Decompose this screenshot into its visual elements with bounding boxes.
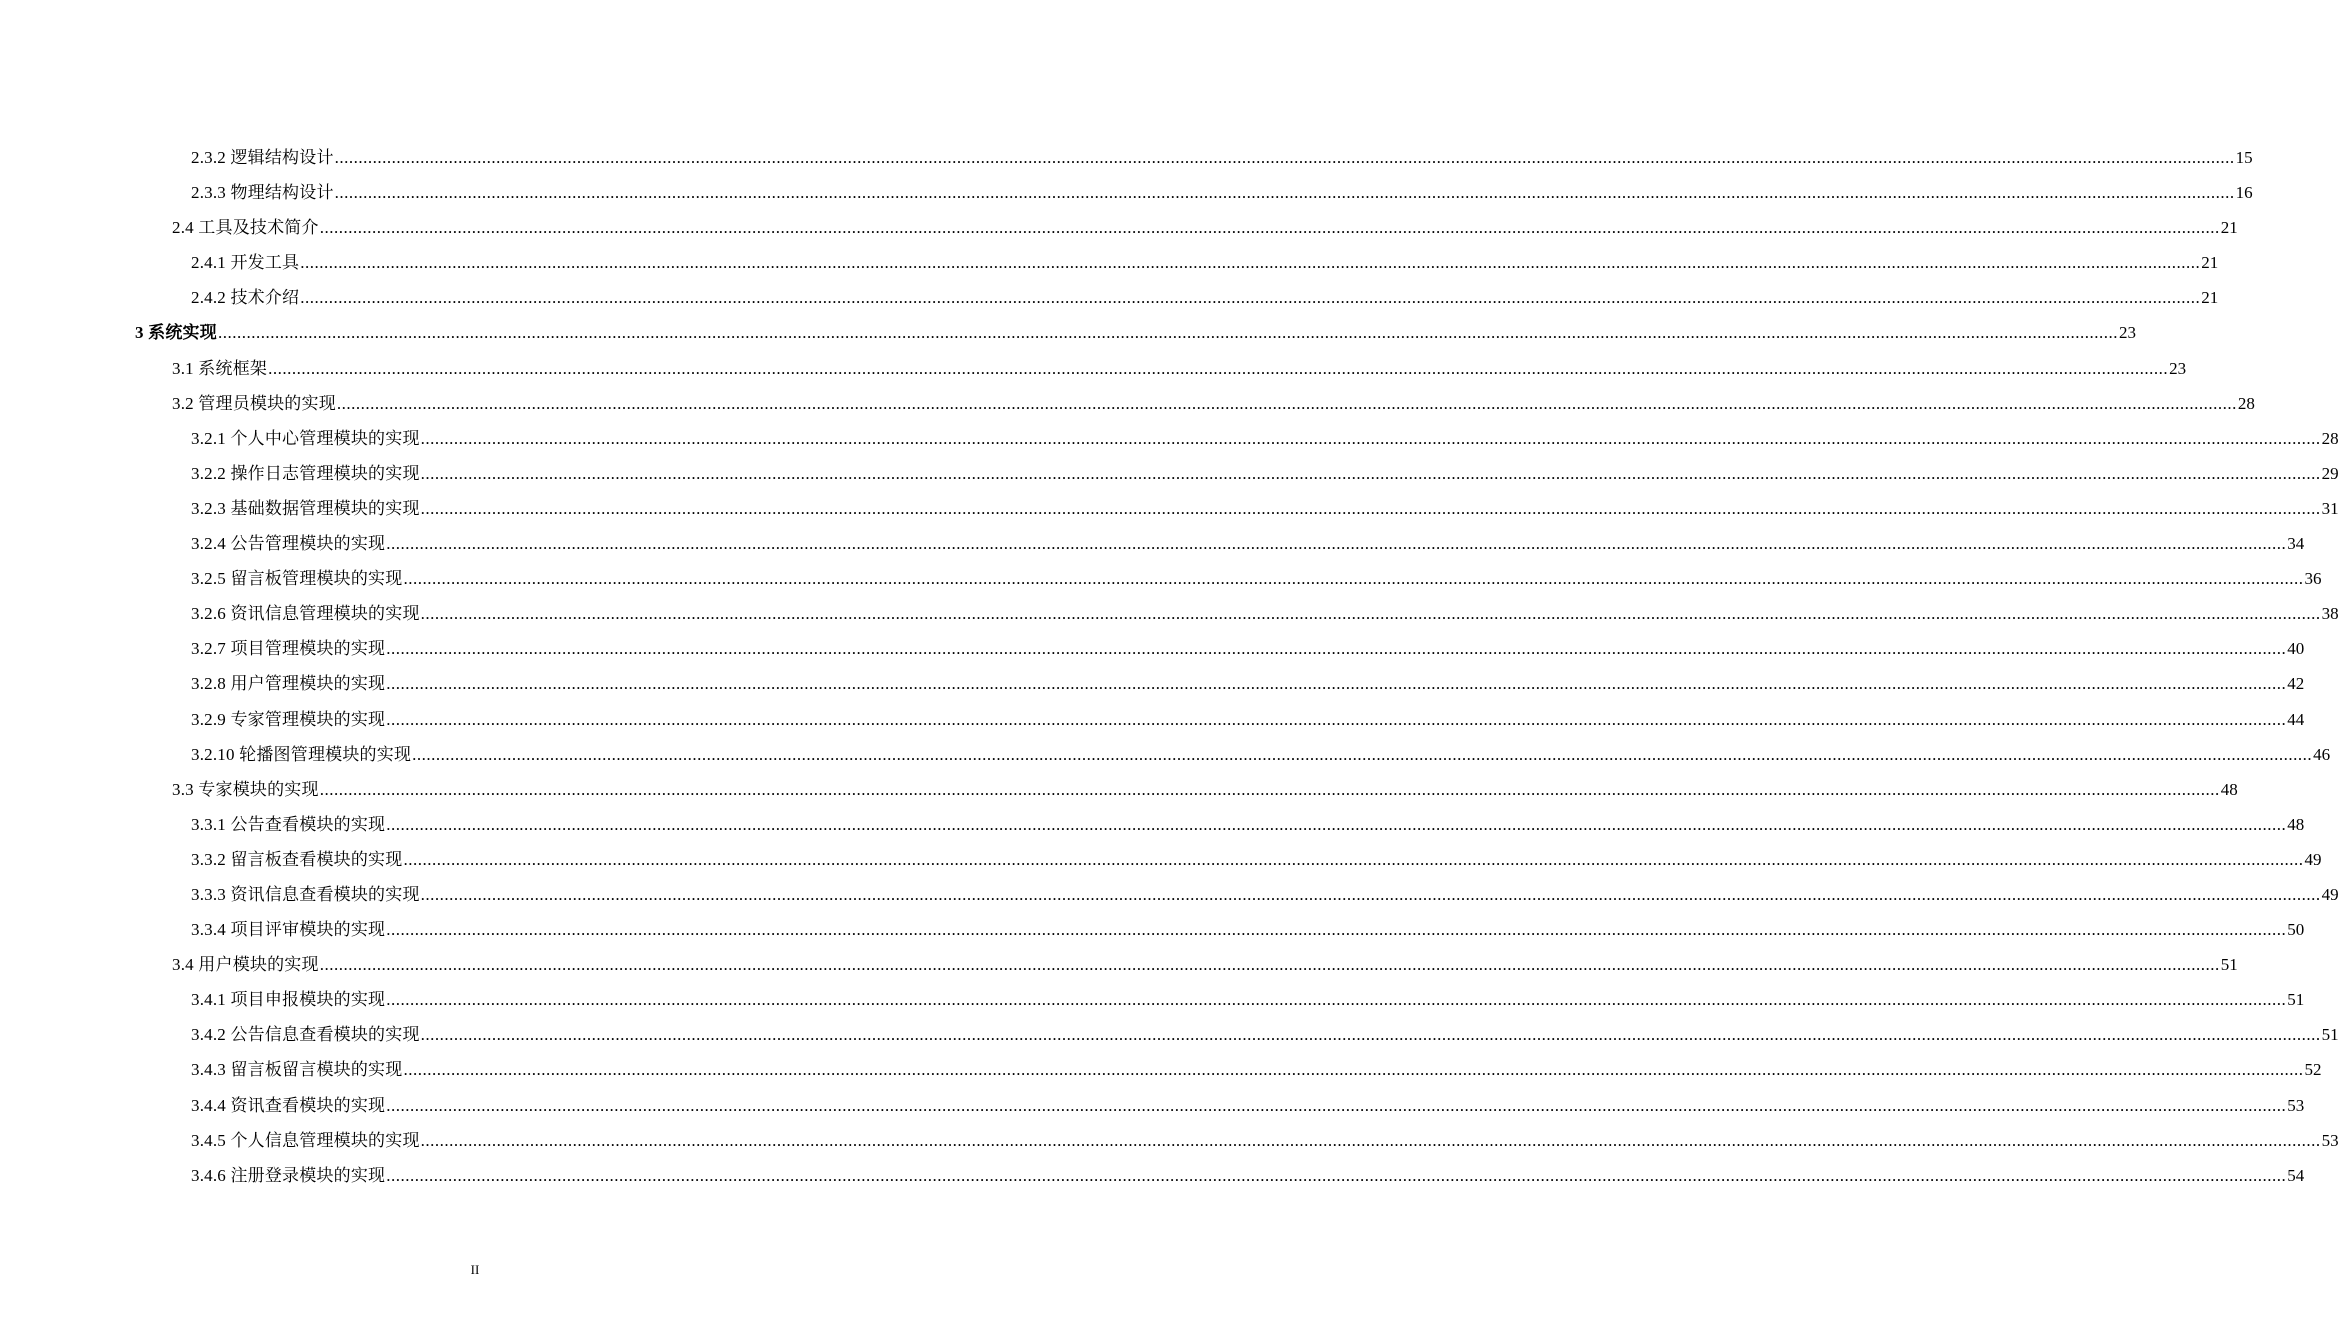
- toc-entry[interactable]: [0, 491, 2339, 526]
- toc-entry[interactable]: [0, 1123, 2339, 1158]
- toc-entry-title: 3.3 专家模块的实现: [172, 779, 319, 799]
- toc-entry[interactable]: [0, 526, 2305, 561]
- toc-entry-page: 50: [2287, 920, 2305, 940]
- toc-entry[interactable]: [0, 456, 2339, 491]
- toc-leader-dots: ................................................................................................................................................................................................................................................................................................................................................................................................................: [217, 323, 2118, 343]
- toc-entry-page: 54: [2287, 1165, 2305, 1185]
- toc-entry[interactable]: [0, 947, 2238, 982]
- toc-entry-title: 2.3.2 逻辑结构设计: [191, 148, 334, 167]
- toc-entry[interactable]: [0, 842, 2322, 877]
- toc-leader-dots: ................................................................................................................................................................................................................................................................................................................................................................................................................: [268, 358, 2169, 378]
- toc-entry-page: 48: [2220, 779, 2238, 799]
- toc-leader-dots: ................................................................................................................................................................................................................................................................................................................................................................................................................: [336, 393, 2237, 413]
- toc-entry[interactable]: [0, 807, 2305, 842]
- toc-entry[interactable]: [0, 1017, 2339, 1052]
- toc-entry[interactable]: [0, 386, 2255, 421]
- toc-entry-page: 16: [2235, 183, 2253, 203]
- toc-entry[interactable]: [0, 1088, 2305, 1123]
- toc-entry-title: 3.3.1 公告查看模块的实现: [191, 814, 386, 834]
- toc-leader-dots: ................................................................................................................................................................................................................................................................................................................................................................................................................: [319, 779, 2220, 799]
- toc-entry-title: 2.4.1 开发工具: [191, 253, 300, 273]
- toc-leader-dots: ................................................................................................................................................................................................................................................................................................................................................................................................................: [420, 498, 2321, 518]
- toc-leader-dots: ................................................................................................................................................................................................................................................................................................................................................................................................................: [386, 1165, 2287, 1185]
- toc-entry-title: 3.2.9 专家管理模块的实现: [191, 709, 386, 729]
- toc-entry[interactable]: [0, 351, 2187, 386]
- toc-entry-title: 2.4 工具及技术简介: [172, 218, 319, 238]
- toc-entry-page: 42: [2287, 674, 2305, 694]
- toc-entry-title: 3.2.7 项目管理模块的实现: [191, 639, 386, 659]
- toc-entry[interactable]: [0, 596, 2339, 631]
- toc-entry-title: 3.4 用户模块的实现: [172, 955, 319, 975]
- toc-entry[interactable]: [0, 280, 2219, 315]
- toc-entry-title: 3.2.10 轮播图管理模块的实现: [191, 744, 412, 764]
- toc-entry-page: 48: [2287, 814, 2305, 834]
- toc-entry-title: 3.3.2 留言板查看模块的实现: [191, 849, 403, 869]
- toc-entry[interactable]: [0, 631, 2305, 666]
- toc-entry-page: 53: [2287, 1095, 2305, 1115]
- page-number: II: [470, 1262, 480, 1277]
- toc-entry-page: 31: [2321, 498, 2339, 518]
- toc-leader-dots: ................................................................................................................................................................................................................................................................................................................................................................................................................: [412, 744, 2313, 764]
- toc-entry-page: 21: [2201, 288, 2219, 308]
- toc-entry-page: 36: [2304, 569, 2322, 589]
- toc-entry-page: 38: [2321, 604, 2339, 624]
- toc-leader-dots: ................................................................................................................................................................................................................................................................................................................................................................................................................: [386, 814, 2287, 834]
- toc-entry-page: 52: [2304, 1060, 2322, 1080]
- toc-entry-page: 53: [2321, 1130, 2339, 1150]
- toc-entry-title: 3.1 系统框架: [172, 358, 268, 378]
- toc-leader-dots: ................................................................................................................................................................................................................................................................................................................................................................................................................: [386, 534, 2287, 554]
- toc-entry-page: 51: [2287, 990, 2305, 1010]
- toc-entry[interactable]: [0, 315, 2136, 350]
- toc-entry-title: 3.4.3 留言板留言模块的实现: [191, 1060, 403, 1080]
- toc-entry-title: 3.2.3 基础数据管理模块的实现: [191, 498, 420, 518]
- toc-leader-dots: ................................................................................................................................................................................................................................................................................................................................................................................................................: [386, 709, 2287, 729]
- toc-entry[interactable]: [0, 737, 2331, 772]
- toc-entry-title: 3.2.2 操作日志管理模块的实现: [191, 463, 420, 483]
- toc-entry-title: 3.2.4 公告管理模块的实现: [191, 534, 386, 554]
- toc-entry-page: 23: [2118, 323, 2136, 343]
- toc-entry-title: 3.2 管理员模块的实现: [172, 393, 336, 413]
- toc-entry-page: 51: [2321, 1025, 2339, 1045]
- toc-entry-title: 3.2.8 用户管理模块的实现: [191, 674, 386, 694]
- toc-entry-title: 2.3.3 物理结构设计: [191, 183, 334, 203]
- toc-entry-title: 3.3.4 项目评审模块的实现: [191, 920, 386, 940]
- toc-entry[interactable]: [0, 140, 2253, 175]
- toc-entry[interactable]: [0, 1052, 2322, 1087]
- toc-leader-dots: ................................................................................................................................................................................................................................................................................................................................................................................................................: [403, 849, 2304, 869]
- toc-entry-page: 21: [2220, 218, 2238, 238]
- toc-entry-page: 44: [2287, 709, 2305, 729]
- toc-leader-dots: ................................................................................................................................................................................................................................................................................................................................................................................................................: [420, 428, 2321, 448]
- toc-leader-dots: ................................................................................................................................................................................................................................................................................................................................................................................................................: [319, 218, 2220, 238]
- toc-entry-title: 2.4.2 技术介绍: [191, 288, 300, 308]
- toc-entry-page: 40: [2287, 639, 2305, 659]
- toc-leader-dots: ................................................................................................................................................................................................................................................................................................................................................................................................................: [386, 1095, 2287, 1115]
- toc-leader-dots: ................................................................................................................................................................................................................................................................................................................................................................................................................: [386, 990, 2287, 1010]
- toc-leader-dots: ................................................................................................................................................................................................................................................................................................................................................................................................................: [300, 288, 2201, 308]
- toc-leader-dots: ................................................................................................................................................................................................................................................................................................................................................................................................................: [420, 1130, 2321, 1150]
- toc-entry-title: 3.3.3 资讯信息查看模块的实现: [191, 884, 420, 904]
- toc-leader-dots: ................................................................................................................................................................................................................................................................................................................................................................................................................: [420, 604, 2321, 624]
- toc-leader-dots: ................................................................................................................................................................................................................................................................................................................................................................................................................: [420, 463, 2321, 483]
- toc-entry-title: 3.4.6 注册登录模块的实现: [191, 1165, 386, 1185]
- toc-entry-page: 34: [2287, 534, 2305, 554]
- toc-leader-dots: ................................................................................................................................................................................................................................................................................................................................................................................................................: [403, 1060, 2304, 1080]
- toc-entry-title: 3.2.6 资讯信息管理模块的实现: [191, 604, 420, 624]
- toc-entry-page: 51: [2220, 955, 2238, 975]
- toc-entry-title: 3.4.1 项目申报模块的实现: [191, 990, 386, 1010]
- toc-entry-page: 23: [2169, 358, 2187, 378]
- toc-entry-page: 46: [2313, 744, 2331, 764]
- toc-entry-title: 3.2.1 个人中心管理模块的实现: [191, 428, 420, 448]
- toc-entry-page: 15: [2235, 148, 2253, 167]
- toc-leader-dots: ................................................................................................................................................................................................................................................................................................................................................................................................................: [386, 639, 2287, 659]
- toc-leader-dots: ................................................................................................................................................................................................................................................................................................................................................................................................................: [334, 183, 2235, 203]
- toc-entry-title: 3.4.4 资讯查看模块的实现: [191, 1095, 386, 1115]
- toc-entry[interactable]: [0, 210, 2238, 245]
- toc-entry[interactable]: [0, 877, 2339, 912]
- toc-leader-dots: ................................................................................................................................................................................................................................................................................................................................................................................................................: [403, 569, 2304, 589]
- toc-entry-title: 3 系统实现: [135, 323, 217, 343]
- toc-entry-title: 3.4.5 个人信息管理模块的实现: [191, 1130, 420, 1150]
- toc-leader-dots: ................................................................................................................................................................................................................................................................................................................................................................................................................: [334, 148, 2235, 167]
- toc-entry-page: 49: [2321, 884, 2339, 904]
- toc-entry[interactable]: [0, 666, 2305, 701]
- toc-entry[interactable]: [0, 561, 2322, 596]
- toc-entry[interactable]: [0, 421, 2339, 456]
- toc-entry-page: 28: [2237, 393, 2255, 413]
- toc-entry[interactable]: [0, 1158, 2305, 1193]
- table-of-contents: [0, 140, 2339, 1193]
- toc-leader-dots: ................................................................................................................................................................................................................................................................................................................................................................................................................: [420, 1025, 2321, 1045]
- toc-entry[interactable]: [0, 245, 2219, 280]
- toc-leader-dots: ................................................................................................................................................................................................................................................................................................................................................................................................................: [386, 674, 2287, 694]
- toc-entry-title: 3.4.2 公告信息查看模块的实现: [191, 1025, 420, 1045]
- toc-leader-dots: ................................................................................................................................................................................................................................................................................................................................................................................................................: [300, 253, 2201, 273]
- toc-entry[interactable]: [0, 982, 2305, 1017]
- toc-entry[interactable]: [0, 702, 2305, 737]
- toc-leader-dots: ................................................................................................................................................................................................................................................................................................................................................................................................................: [386, 920, 2287, 940]
- toc-entry-page: 21: [2201, 253, 2219, 273]
- toc-leader-dots: ................................................................................................................................................................................................................................................................................................................................................................................................................: [420, 884, 2321, 904]
- toc-entry-title: 3.2.5 留言板管理模块的实现: [191, 569, 403, 589]
- toc-entry-page: 28: [2321, 428, 2339, 448]
- toc-entry[interactable]: [0, 175, 2253, 210]
- toc-entry[interactable]: [0, 912, 2305, 947]
- toc-entry[interactable]: [0, 772, 2238, 807]
- toc-leader-dots: ................................................................................................................................................................................................................................................................................................................................................................................................................: [319, 955, 2220, 975]
- toc-entry-page: 49: [2304, 849, 2322, 869]
- toc-entry-page: 29: [2321, 463, 2339, 483]
